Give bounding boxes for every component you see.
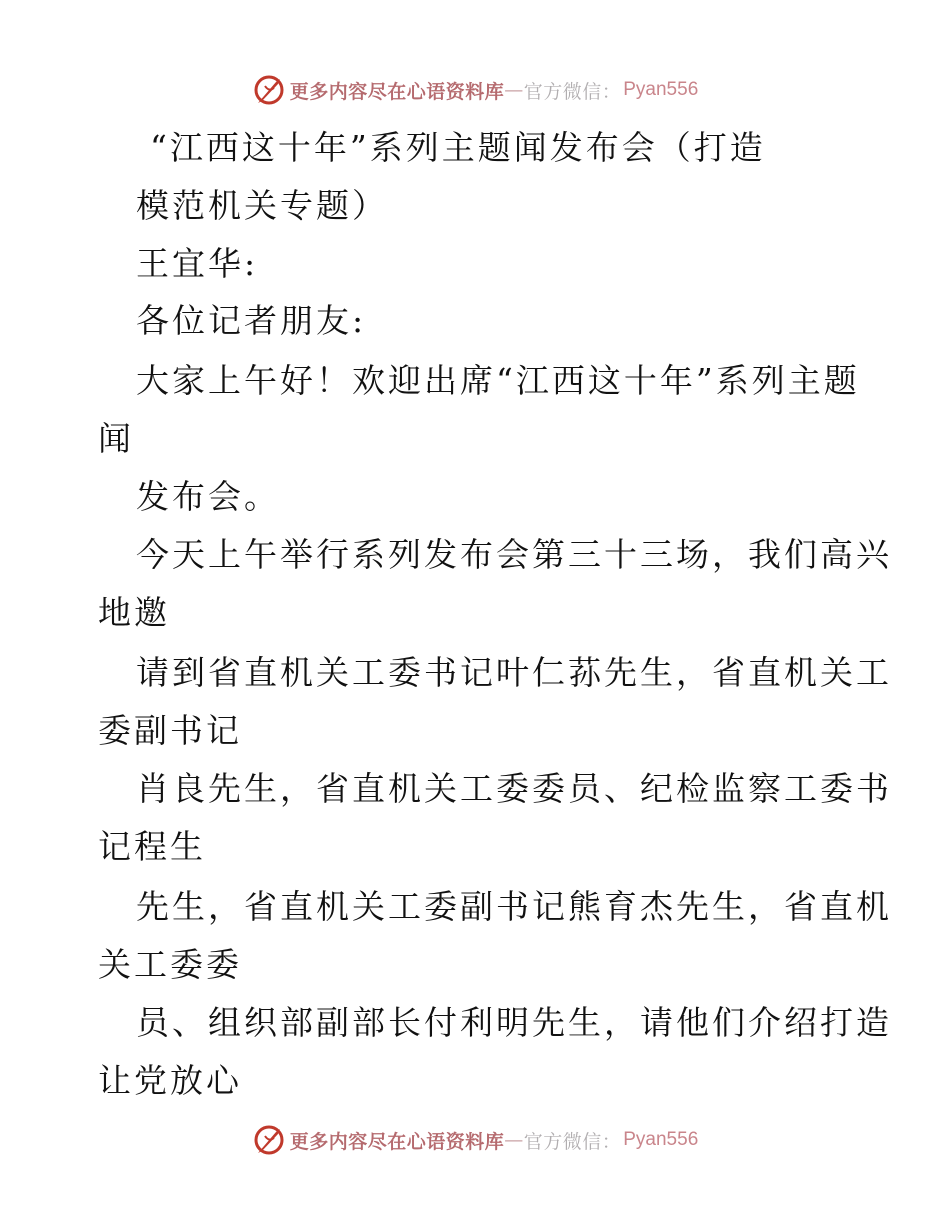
- paragraph-line: 请到省直机关工委书记叶仁荪先生，省直机关工: [136, 653, 892, 692]
- watermark-wechat-label: 官方微信：: [523, 80, 622, 103]
- paragraph-line: 大家上午好！欢迎出席“江西这十年”系列主题: [136, 361, 860, 400]
- paragraph-line: 肖良先生，省直机关工委委员、纪检监察工委书: [136, 769, 892, 808]
- quill-pen-logo-icon: [252, 1123, 286, 1157]
- paragraph-line: 地邀: [98, 593, 170, 632]
- watermark-dash: —: [504, 79, 524, 101]
- watermark-dash: —: [504, 1129, 524, 1151]
- watermark-site-text: 更多内容尽在心语资料库: [289, 80, 505, 103]
- paragraph-line: 让党放心: [98, 1061, 242, 1100]
- document-title-line-1: “江西这十年”系列主题闻发布会（打造: [150, 128, 766, 167]
- paragraph-line: 发布会。: [136, 477, 280, 516]
- speaker-name: 王宜华:: [136, 244, 259, 283]
- document-title-line-2: 模范机关专题）: [136, 186, 388, 225]
- paragraph-line: 记程生: [98, 827, 206, 866]
- watermark-site-text: 更多内容尽在心语资料库: [289, 1130, 505, 1153]
- footer-watermark-banner: [0, 1120, 950, 1160]
- paragraph-line: 员、组织部副部长付利明先生，请他们介绍打造: [136, 1003, 892, 1042]
- watermark-wechat-id: Pyan556: [623, 79, 699, 100]
- watermark-wechat-id: Pyan556: [623, 1129, 699, 1150]
- paragraph-line: 委副书记: [98, 711, 242, 750]
- greeting: 各位记者朋友:: [136, 301, 367, 340]
- watermark-wechat-label: 官方微信：: [523, 1130, 622, 1153]
- paragraph-line: 先生，省直机关工委副书记熊育杰先生，省直机: [136, 887, 892, 926]
- paragraph-line: 今天上午举行系列发布会第三十三场，我们高兴: [136, 535, 892, 574]
- paragraph-line: 关工委委: [98, 945, 242, 984]
- paragraph-line: 闻: [98, 419, 134, 458]
